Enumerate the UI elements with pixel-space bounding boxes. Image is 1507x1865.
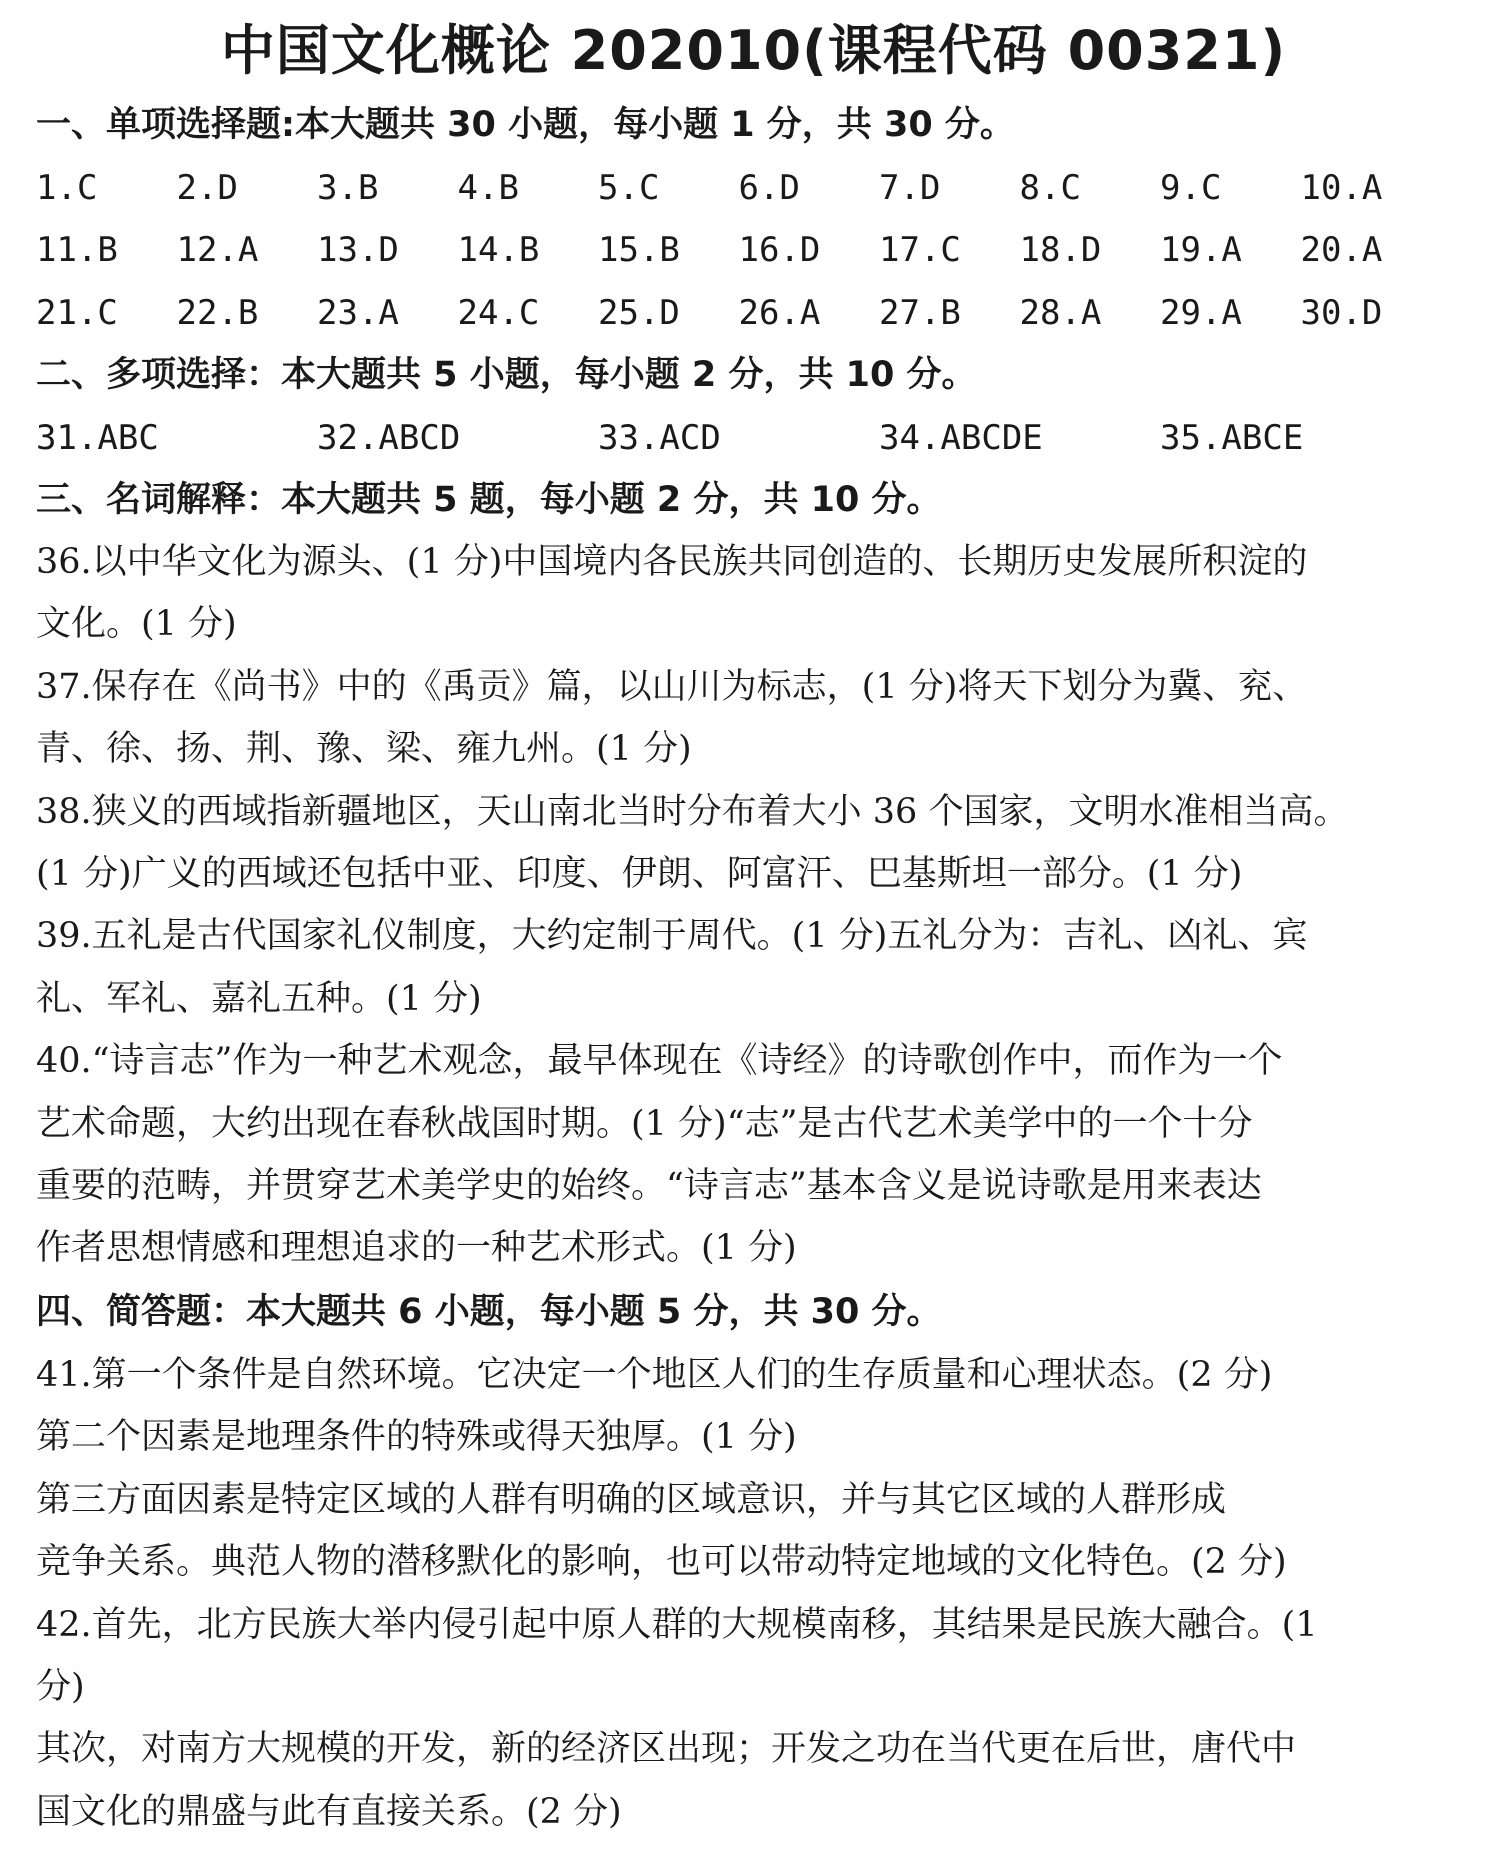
answer-item: 19.A bbox=[1160, 230, 1242, 271]
answer-item: 26.A bbox=[738, 292, 821, 333]
text-line: 礼、军礼、嘉礼五种。(1 分) bbox=[36, 978, 482, 1019]
answer-item: 16.D bbox=[738, 230, 821, 271]
text-line: 竞争关系。典范人物的潜移默化的影响，也可以带动特定地域的文化特色。(2 分) bbox=[36, 1542, 1287, 1583]
answer-item: 17.C bbox=[879, 230, 961, 271]
text-line: 第三方面因素是特定区域的人群有明确的区域意识，并与其它区域的人群形成 bbox=[36, 1479, 1227, 1520]
text-line: 重要的范畴，并贯穿艺术美学史的始终。“诗言志”基本含义是说诗歌是用来表达 bbox=[36, 1166, 1262, 1206]
text-line: 41.第一个条件是自然环境。它决定一个地区人们的生存质量和心理状态。(2 分) bbox=[36, 1355, 1273, 1395]
answer-item: 13.D bbox=[317, 230, 399, 271]
answer-item: 20.A bbox=[1300, 230, 1383, 271]
answer-item: 30.D bbox=[1300, 292, 1383, 333]
text-line: 其次，对南方大规模的开发，新的经济区出现；开发之功在当代更在后世，唐代中 bbox=[36, 1729, 1297, 1770]
answer-item: 33.ACD bbox=[598, 418, 721, 458]
text-line: 42.首先，北方民族大举内侵引起中原人群的大规模南移，其结果是民族大融合。(1 bbox=[36, 1604, 1318, 1645]
answer-item: 29.A bbox=[1160, 292, 1242, 333]
document-title: 中国文化概论 202010(课程代码 00321) bbox=[220, 19, 1287, 82]
text-line: 分) bbox=[36, 1667, 85, 1707]
answer-item: 10.A bbox=[1300, 168, 1383, 208]
answer-item: 22.B bbox=[176, 292, 259, 333]
answer-item: 34.ABCDE bbox=[879, 418, 1043, 458]
text-line: 国文化的鼎盛与此有直接关系。(2 分) bbox=[36, 1791, 622, 1832]
section1-heading: 一、单项选择题:本大题共 30 小题，每小题 1 分，共 30 分。 bbox=[36, 105, 1015, 145]
text-line: 38.狭义的西域指新疆地区，天山南北当时分布着大小 36 个国家，文明水准相当高。 bbox=[36, 791, 1349, 832]
answer-item: 15.B bbox=[598, 230, 680, 271]
text-line: 40.“诗言志”作为一种艺术观念，最早体现在《诗经》的诗歌创作中，而作为一个 bbox=[36, 1041, 1283, 1082]
answer-item: 27.B bbox=[879, 292, 961, 333]
answer-item: 3.B bbox=[317, 168, 379, 208]
section2-heading: 二、多项选择：本大题共 5 小题，每小题 2 分，共 10 分。 bbox=[36, 355, 977, 395]
answer-item: 5.C bbox=[598, 168, 660, 208]
answer-item: 9.C bbox=[1160, 168, 1222, 208]
section3-heading: 三、名词解释：本大题共 5 题，每小题 2 分，共 10 分。 bbox=[36, 480, 942, 520]
text-line: 36.以中华文化为源头、(1 分)中国境内各民族共同创造的、长期历史发展所积淀的 bbox=[36, 542, 1308, 582]
answer-item: 28.A bbox=[1019, 292, 1102, 333]
text-line: (1 分)广义的西域还包括中亚、印度、伊朗、阿富汗、巴基斯坦一部分。(1 分) bbox=[36, 854, 1243, 894]
answer-item: 31.ABC bbox=[36, 418, 159, 458]
text-line: 艺术命题，大约出现在春秋战国时期。(1 分)“志”是古代艺术美学中的一个十分 bbox=[36, 1103, 1253, 1144]
answer-item: 35.ABCE bbox=[1160, 418, 1304, 458]
answer-item: 4.B bbox=[457, 168, 519, 208]
answer-item: 2.D bbox=[176, 168, 238, 208]
text-line: 第二个因素是地理条件的特殊或得天独厚。(1 分) bbox=[36, 1417, 797, 1458]
text-line: 37.保存在《尚书》中的《禹贡》篇，以山川为标志，(1 分)将天下划分为冀、兖、 bbox=[36, 666, 1308, 707]
text-line: 文化。(1 分) bbox=[36, 604, 237, 645]
answer-item: 32.ABCD bbox=[317, 418, 461, 458]
answer-item: 7.D bbox=[879, 168, 941, 208]
answer-item: 12.A bbox=[176, 230, 259, 271]
answer-item: 1.C bbox=[36, 168, 98, 208]
answer-item: 25.D bbox=[598, 292, 680, 333]
answer-item: 11.B bbox=[36, 230, 118, 271]
answer-item: 6.D bbox=[738, 168, 800, 208]
answer-item: 23.A bbox=[317, 292, 399, 333]
answer-item: 21.C bbox=[36, 292, 118, 333]
section4-heading: 四、简答题：本大题共 6 小题，每小题 5 分，共 30 分。 bbox=[36, 1292, 942, 1332]
text-line: 39.五礼是古代国家礼仪制度，大约定制于周代。(1 分)五礼分为：吉礼、凶礼、宾 bbox=[36, 916, 1308, 957]
answer-item: 14.B bbox=[457, 230, 540, 271]
text-line: 青、徐、扬、荆、豫、梁、雍九州。(1 分) bbox=[36, 729, 692, 770]
answer-item: 24.C bbox=[457, 292, 540, 333]
answer-item: 18.D bbox=[1019, 230, 1102, 271]
answer-item: 8.C bbox=[1019, 168, 1081, 208]
text-line: 作者思想情感和理想追求的一种艺术形式。(1 分) bbox=[36, 1228, 797, 1269]
